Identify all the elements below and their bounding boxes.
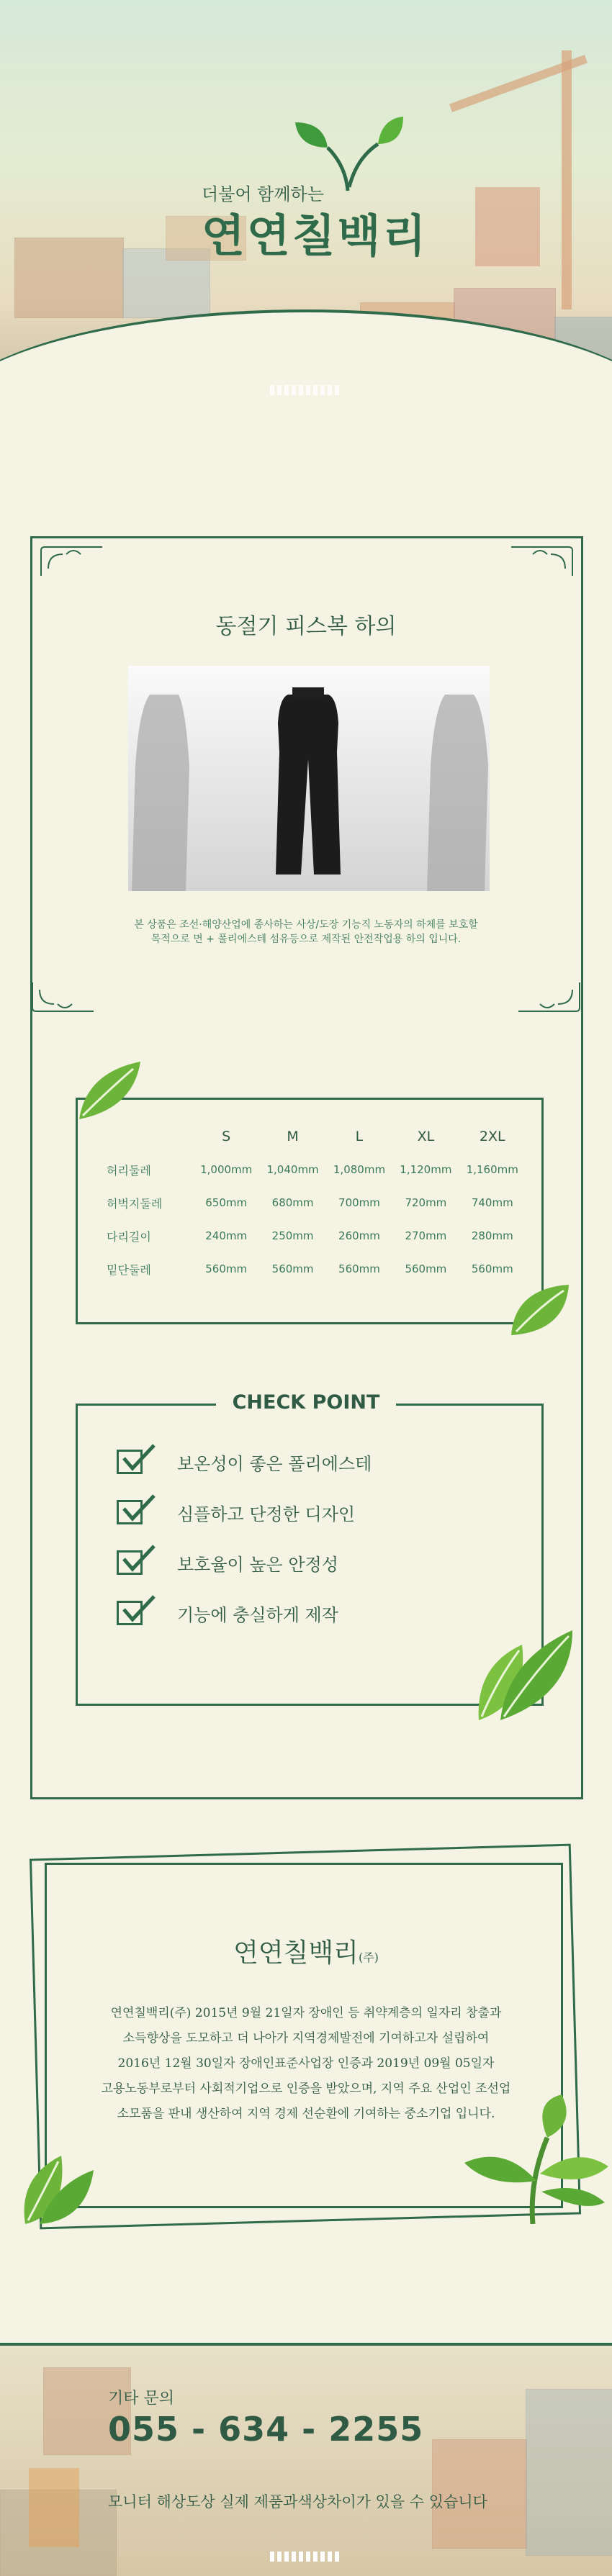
size-header: M <box>287 1129 299 1144</box>
table-cell: 1,040mm <box>266 1163 319 1176</box>
check-icon <box>121 1494 156 1523</box>
check-point-text: 보온성이 좋은 폴리에스테 <box>177 1454 372 1474</box>
table-cell: 680mm <box>271 1196 314 1209</box>
leaves-icon <box>18 2141 97 2228</box>
product-image <box>128 666 490 891</box>
table-cell: 270mm <box>405 1229 447 1242</box>
check-point-text: 기능에 충실하게 제작 <box>177 1605 338 1625</box>
hero-subtitle: 더불어 함께하는 <box>202 184 324 204</box>
table-cell: 1,160mm <box>466 1163 518 1176</box>
table-cell: 1,120mm <box>400 1163 452 1176</box>
container-stack <box>526 2389 612 2556</box>
row-label: 다리길이 <box>107 1229 151 1244</box>
table-cell: 720mm <box>405 1196 447 1209</box>
table-cell: 560mm <box>205 1262 248 1275</box>
company-line: 연연칠백리(주) 2015년 9월 21일자 장애인 등 취약계층의 일자리 창출과 <box>110 2006 502 2020</box>
company-name: 연연칠백리 <box>233 1938 359 1968</box>
product-description <box>94 918 518 946</box>
row-label: 허리둘레 <box>107 1163 151 1178</box>
company-title <box>0 1933 612 1969</box>
decor-lights <box>270 385 342 395</box>
company-line: 소득향상을 도모하고 더 나아가 지역경제발전에 기여하고자 설립하여 <box>122 2031 490 2046</box>
size-header: 2XL <box>479 1129 505 1144</box>
contact-phone[interactable]: 055 - 634 - 2255 <box>108 2410 424 2449</box>
company-line: 소모품을 판내 생산하여 지역 경제 선순환에 기여하는 중소기업 입니다. <box>117 2107 495 2121</box>
description-line: 목적으로 면 + 폴리에스테 섬유등으로 제작된 안전작업용 하의 입니다. <box>150 934 462 945</box>
leaf-icon <box>72 1058 144 1123</box>
corner-ornament-icon <box>511 979 583 1015</box>
check-icon <box>121 1595 156 1624</box>
table-cell: 700mm <box>338 1196 380 1209</box>
product-title: 동절기 피스복 하의 <box>215 614 397 639</box>
description-line: 본 상품은 조선·해양산업에 종사하는 사상/도장 기능직 노동자의 하체를 보호할 <box>134 919 478 931</box>
table-row <box>94 1153 526 1186</box>
company-line: 2016년 12월 30일자 장애인표준사업장 인증과 2019년 09월 05일자 <box>117 2056 495 2071</box>
table-cell: 280mm <box>471 1229 513 1242</box>
footer-banner <box>0 2343 612 2576</box>
company-line: 고용노동부로부터 사회적기업으로 인증을 받았으며, 지역 주요 산업인 조선업 <box>101 2082 511 2096</box>
table-row <box>94 1219 526 1252</box>
color-notice: 모니터 해상도상 실제 제품과색상차이가 있을 수 있습니다 <box>108 2493 487 2511</box>
size-header: L <box>355 1129 364 1144</box>
sprout-icon <box>461 2094 612 2224</box>
leaf-icon <box>508 1278 572 1342</box>
check-point-text: 보호율이 높은 안정성 <box>177 1555 338 1575</box>
size-table <box>94 1120 526 1285</box>
pants-image-icon <box>128 666 490 891</box>
crane-box <box>475 187 540 266</box>
decor-lights <box>270 2552 342 2562</box>
corner-ornament-icon <box>37 543 109 579</box>
table-cell: 560mm <box>471 1262 513 1275</box>
table-cell: 1,000mm <box>200 1163 253 1176</box>
check-icon <box>121 1444 156 1473</box>
table-cell: 260mm <box>338 1229 380 1242</box>
corner-ornament-icon <box>29 979 101 1015</box>
container-stack <box>14 238 124 318</box>
crane-tower <box>562 50 572 309</box>
size-header: S <box>222 1129 231 1144</box>
table-cell: 250mm <box>271 1229 314 1242</box>
row-label: 밑단둘레 <box>107 1262 151 1277</box>
check-icon <box>121 1545 156 1573</box>
size-header: XL <box>417 1129 435 1144</box>
table-cell: 560mm <box>405 1262 447 1275</box>
table-cell: 240mm <box>205 1229 248 1242</box>
table-cell: 740mm <box>471 1196 513 1209</box>
table-row <box>94 1252 526 1285</box>
table-cell: 1,080mm <box>333 1163 386 1176</box>
table-row <box>94 1186 526 1219</box>
forklift-shape <box>29 2468 79 2547</box>
size-header-row <box>94 1120 526 1153</box>
hero-title: 연연칠백리 <box>202 209 428 262</box>
row-label: 허벅지둘레 <box>107 1196 163 1211</box>
table-cell: 650mm <box>205 1196 248 1209</box>
contact-label: 기타 문의 <box>108 2390 175 2408</box>
leaves-icon <box>472 1623 580 1724</box>
table-cell: 560mm <box>271 1262 314 1275</box>
check-point-title: CHECK POINT <box>216 1391 396 1414</box>
company-suffix: (주) <box>358 1951 379 1964</box>
corner-ornament-icon <box>504 543 576 579</box>
table-cell: 560mm <box>338 1262 380 1275</box>
check-point-text: 심플하고 단정한 디자인 <box>177 1504 356 1524</box>
size-header <box>94 1120 193 1153</box>
